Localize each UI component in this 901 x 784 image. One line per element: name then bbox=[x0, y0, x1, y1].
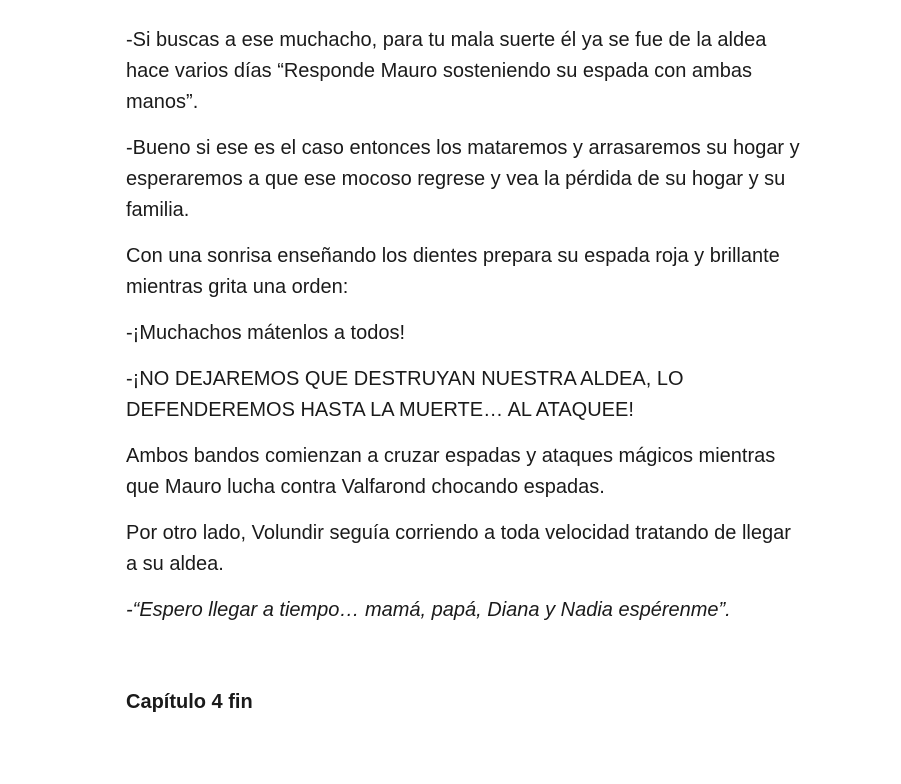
chapter-end-heading: Capítulo 4 fin bbox=[126, 691, 253, 713]
paragraph-smile-order: Con una sonrisa enseñando los dientes prepara su espada roja y brillante mientras grita una orden: bbox=[126, 245, 780, 298]
paragraph-mauro-response: -Si buscas a ese muchacho, para tu mala suerte él ya se fue de la aldea hace varios días “Responde Mauro sosteniendo su espada con ambas manos”. bbox=[126, 29, 767, 113]
paragraph-threat: -Bueno si ese es el caso entonces los mataremos y arrasaremos su hogar y esperaremos a que ese mocoso regrese y vea la pérdida de su hogar y su familia. bbox=[126, 137, 800, 221]
paragraph-volundir-thought: -“Espero llegar a tiempo… mamá, papá, Diana y Nadia espérenme”. bbox=[126, 599, 731, 621]
paragraph-battle: Ambos bandos comienzan a cruzar espadas y ataques mágicos mientras que Mauro lucha contra Valfarond chocando espadas. bbox=[126, 445, 776, 498]
document-body bbox=[126, 25, 806, 718]
paragraph-kill-order: -¡Muchachos mátenlos a todos! bbox=[126, 322, 406, 344]
blank-line bbox=[126, 641, 806, 687]
paragraph-volundir-running: Por otro lado, Volundir seguía corriendo a toda velocidad tratando de llegar a su aldea. bbox=[126, 522, 791, 575]
paragraph-defend-cry: -¡NO DEJAREMOS QUE DESTRUYAN NUESTRA ALDEA, LO DEFENDEREMOS HASTA LA MUERTE… AL ATAQUEE! bbox=[126, 368, 684, 421]
